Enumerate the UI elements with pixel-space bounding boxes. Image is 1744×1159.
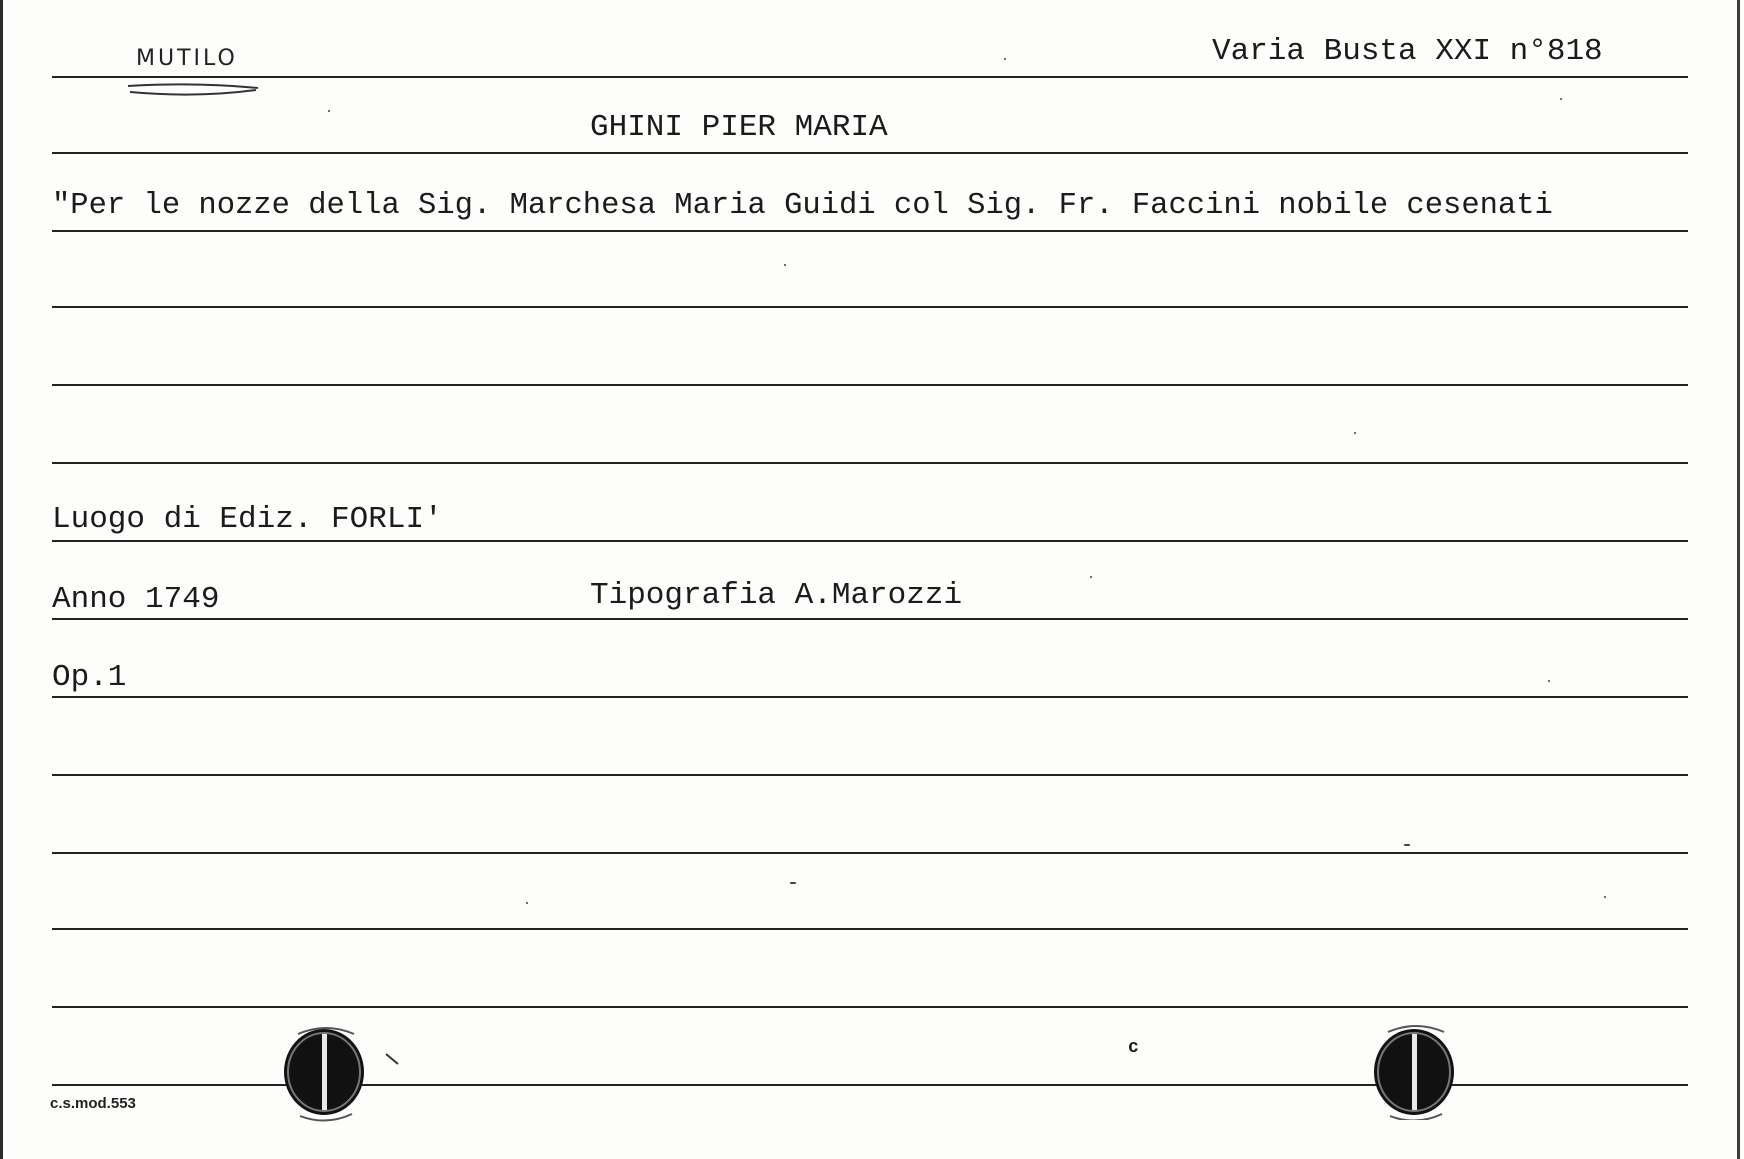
handwritten-underline xyxy=(126,80,266,100)
punch-hole-left xyxy=(276,1022,376,1122)
form-code: c.s.mod.553 xyxy=(50,1095,136,1112)
paper-speck xyxy=(526,902,528,904)
paper-speck xyxy=(1090,576,1092,578)
rule-line xyxy=(52,928,1688,930)
rule-line xyxy=(52,774,1688,776)
printer: Tipografia A.Marozzi xyxy=(590,578,963,613)
hole-tick-mark xyxy=(384,1052,404,1072)
title-line: "Per le nozze della Sig. Marchesa Maria Guidi col Sig. Fr. Faccini nobile cesenati xyxy=(52,189,1553,223)
rule-line xyxy=(52,76,1688,78)
rule-line xyxy=(52,462,1688,464)
rule-line xyxy=(52,1006,1688,1008)
paper-speck xyxy=(328,110,330,112)
rule-line xyxy=(52,306,1688,308)
paper-speck xyxy=(1354,432,1356,434)
stray-mark: c xyxy=(1128,1038,1139,1058)
rule-line xyxy=(52,852,1688,854)
rule-line xyxy=(52,230,1688,232)
paper-speck xyxy=(784,264,786,266)
rule-line xyxy=(52,152,1688,154)
place-of-edition: Luogo di Ediz. FORLI' xyxy=(52,502,443,537)
paper-speck xyxy=(1404,844,1410,846)
rule-line xyxy=(52,384,1688,386)
rule-line xyxy=(52,696,1688,698)
handwritten-note: MUTILO xyxy=(136,46,238,71)
year: Anno 1749 xyxy=(52,582,220,617)
rule-line xyxy=(52,618,1688,620)
paper-speck xyxy=(790,882,796,884)
shelfmark: Varia Busta XXI n°818 xyxy=(1212,34,1603,69)
rule-line xyxy=(52,540,1688,542)
paper-speck xyxy=(1548,680,1550,682)
paper-speck xyxy=(1560,98,1562,100)
author-heading: GHINI PIER MARIA xyxy=(590,110,888,145)
paper-speck xyxy=(1004,58,1006,60)
punch-hole-right xyxy=(1368,1020,1468,1120)
card-left-edge xyxy=(0,0,3,1159)
paper-speck xyxy=(1604,896,1606,898)
opus-number: Op.1 xyxy=(52,660,127,695)
card-right-edge xyxy=(1737,0,1740,1159)
